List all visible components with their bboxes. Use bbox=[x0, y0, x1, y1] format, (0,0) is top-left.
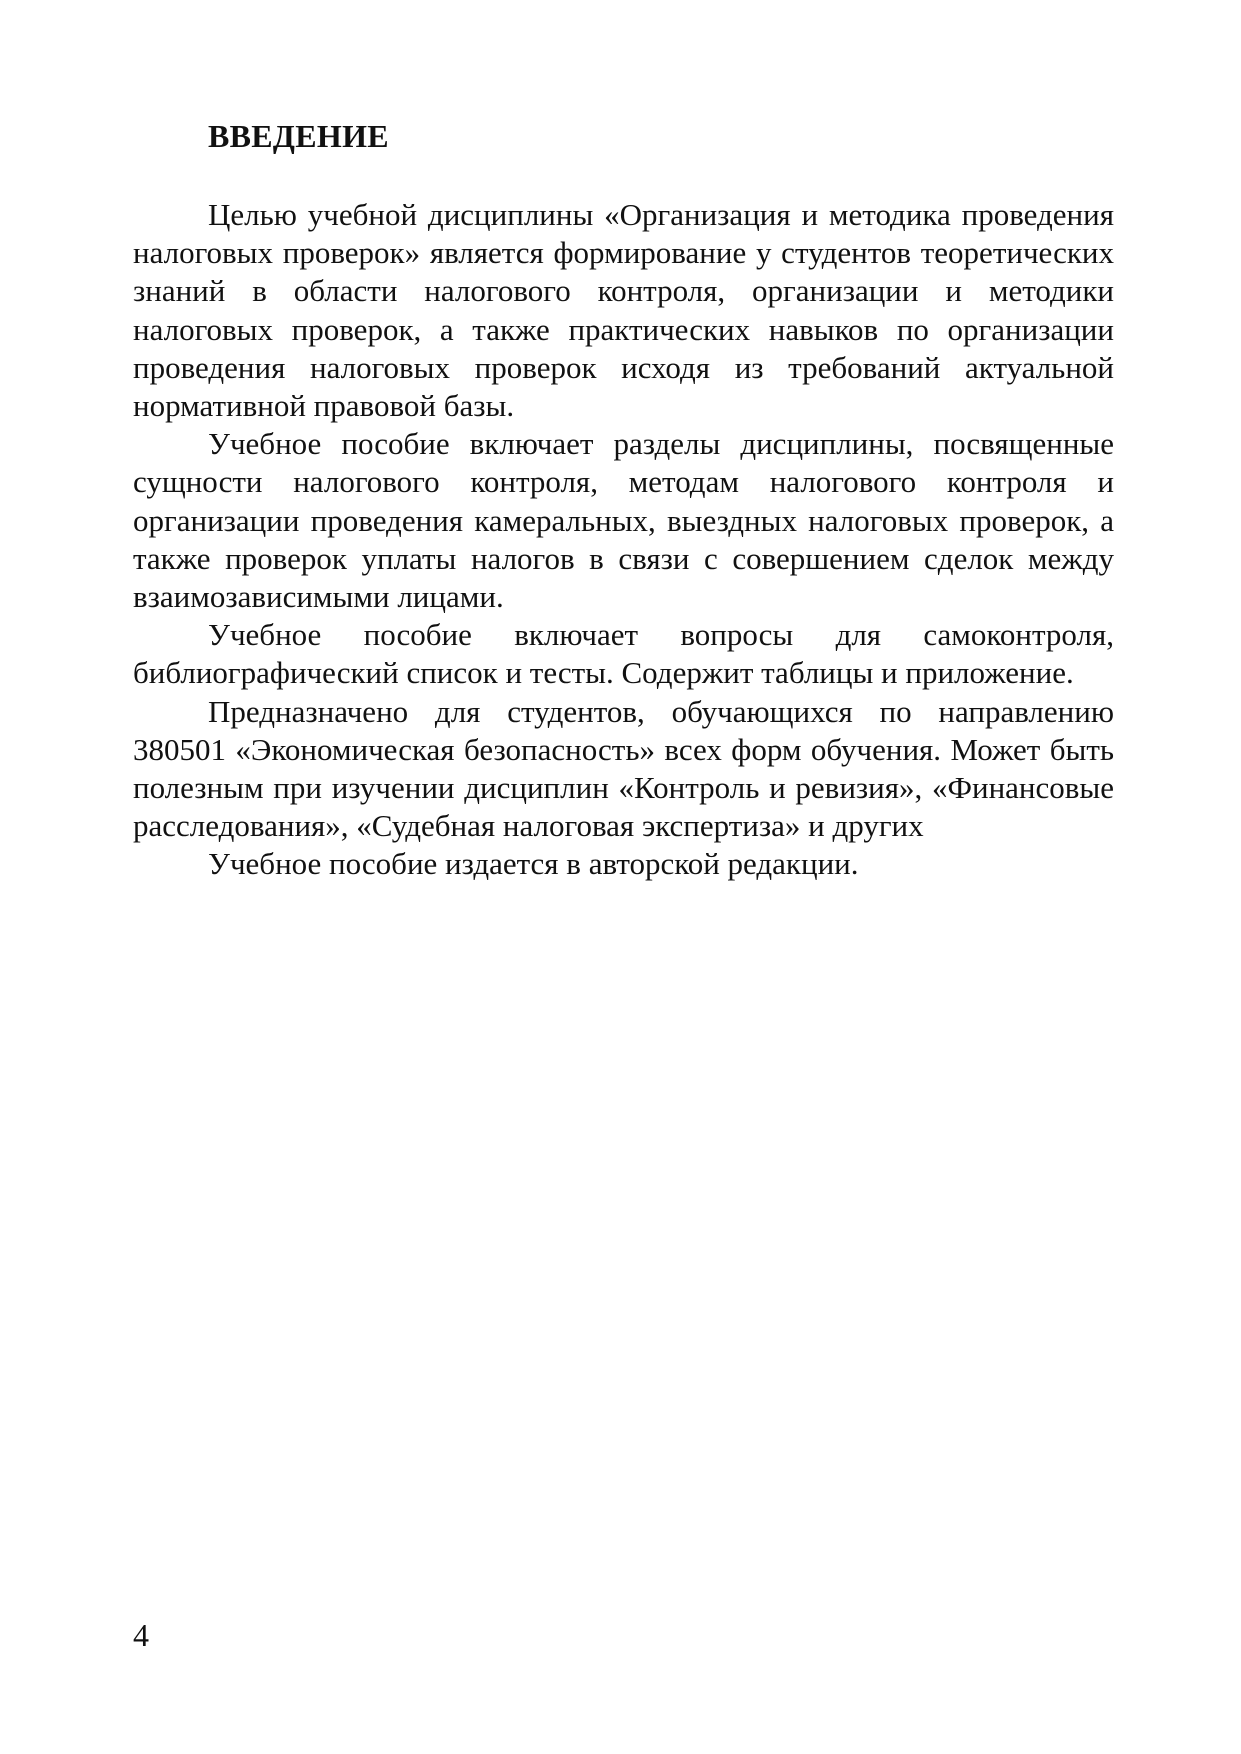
paragraph-edition: Учебное пособие издается в авторской редакции. bbox=[208, 846, 859, 882]
page-title: ВВЕДЕНИЕ bbox=[208, 118, 389, 154]
paragraph-contents: Учебное пособие включает вопросы для самоконтроля, библиографический список и тесты. Содержит таблицы и приложение. bbox=[133, 617, 1114, 691]
paragraph-audience: Предназначено для студентов, обучающихся по направлению 380501 «Экономическая безопасность» всех форм обучения. Может быть полезным при изучении дисциплин «Контроль и ревизия», «Финансовые расследования», «Судебная налоговая экспертиза» и других bbox=[133, 693, 1114, 844]
paragraph-sections: Учебное пособие включает разделы дисциплины, посвященные сущности налогового контроля, методам налогового контроля и организации проведения камеральных, выездных налоговых проверок, а также проверок уплаты налогов в связи с совершением сделок между взаимозависимыми лицами. bbox=[133, 426, 1114, 615]
paragraph-goal: Целью учебной дисциплины «Организация и методика проведения налоговых проверок» является формирование у студентов теоретических знаний в области налогового контроля, организации и методики налоговых проверок, а также практических навыков по организации проведения налоговых проверок исходя из требований актуальной нормативной правовой базы. bbox=[133, 197, 1114, 424]
page-number: 4 bbox=[133, 1617, 149, 1653]
introduction-body bbox=[133, 196, 1114, 884]
